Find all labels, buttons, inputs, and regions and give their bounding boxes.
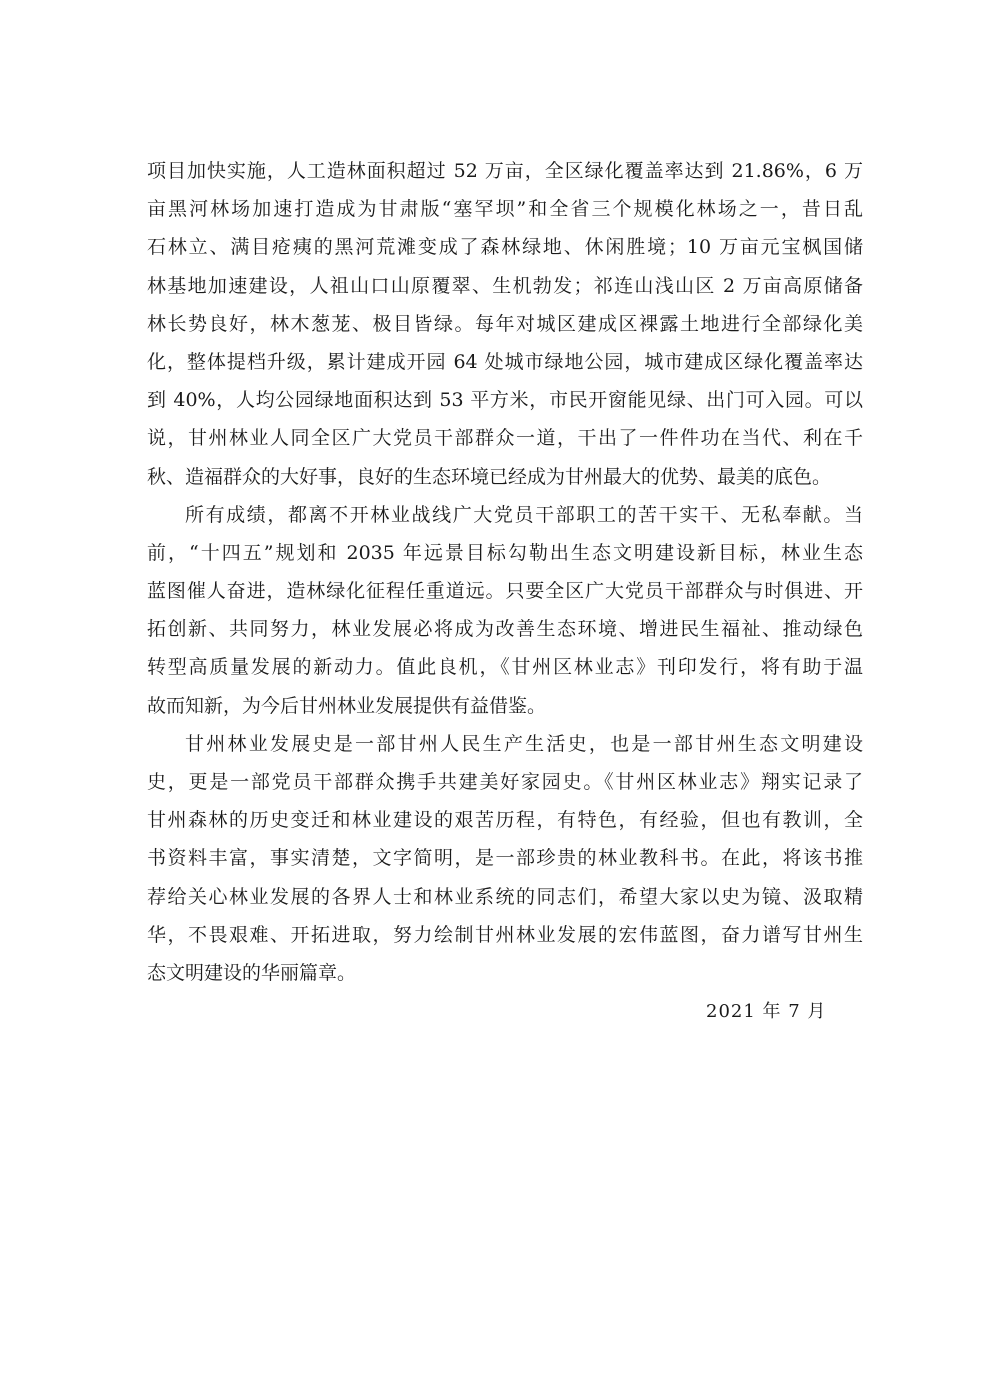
paragraph-2-line: 所有成绩，都离不开林业战线广大党员干部职工的苦干实干、无私奉献。当 <box>185 503 863 526</box>
body-text <box>147 152 863 992</box>
paragraph-3-line: 荐给关心林业发展的各界人士和林业系统的同志们，希望大家以史为镜、汲取精 <box>147 885 863 908</box>
paragraph-1-line: 林长势良好，林木葱茏、极目皆绿。每年对城区建成区裸露土地进行全部绿化美 <box>147 312 863 335</box>
paragraph-1-line: 到 40%，人均公园绿地面积达到 53 平方米，市民开窗能见绿、出门可入园。可以 <box>147 389 863 412</box>
paragraph-3-line: 甘州林业发展史是一部甘州人民生产生活史，也是一部甘州生态文明建设 <box>185 732 863 755</box>
paragraph-2-line: 蓝图催人奋进，造林绿化征程任重道远。只要全区广大党员干部群众与时俱进、开 <box>147 580 863 603</box>
paragraph-3-line: 态文明建设的华丽篇章。 <box>147 961 357 984</box>
paragraph-3-line: 华，不畏艰难、开拓进取，努力绘制甘州林业发展的宏伟蓝图，奋力谱写甘州生 <box>147 923 863 946</box>
paragraph-1-line: 项目加快实施，人工造林面积超过 52 万亩，全区绿化覆盖率达到 21.86%，6 万 <box>147 160 863 182</box>
paragraph-2-line: 拓创新、共同努力，林业发展必将成为改善生态环境、增进民生福祉、推动绿色 <box>147 618 863 641</box>
paragraph-1-line: 化，整体提档升级，累计建成开园 64 处城市绿地公园，城市建成区绿化覆盖率达 <box>147 350 863 373</box>
signature-date: 2021 年 7 月 <box>706 1001 827 1022</box>
paragraph-2-line: 前，“十四五”规划和 2035 年远景目标勾勒出生态文明建设新目标，林业生态 <box>147 541 863 564</box>
paragraph-3-line: 书资料丰富，事实清楚，文字简明，是一部珍贵的林业教科书。在此，将该书推 <box>147 847 863 870</box>
paragraph-2-line: 故而知新，为今后甘州林业发展提供有益借鉴。 <box>147 694 547 717</box>
paragraph-1-line: 石林立、满目疮痍的黑河荒滩变成了森林绿地、休闲胜境；10 万亩元宝枫国储 <box>147 236 863 259</box>
paragraph-3-line: 甘州森林的历史变迁和林业建设的艰苦历程，有特色，有经验，但也有教训，全 <box>147 809 863 832</box>
paragraph-1-line: 林基地加速建设，人祖山口山原覆翠、生机勃发；祁连山浅山区 2 万亩高原储备 <box>147 274 863 297</box>
paragraph-3-line: 史，更是一部党员干部群众携手共建美好家园史。《甘州区林业志》翔实记录了 <box>147 771 863 793</box>
paragraph-1-line: 秋、造福群众的大好事，良好的生态环境已经成为甘州最大的优势、最美的底色。 <box>147 465 832 488</box>
paragraph-1-line: 说，甘州林业人同全区广大党员干部群众一道，干出了一件件功在当代、利在千 <box>147 427 863 450</box>
paragraph-2-line: 转型高质量发展的新动力。值此良机，《甘州区林业志》刊印发行，将有助于温 <box>147 656 863 679</box>
paragraph-1-line: 亩黑河林场加速打造成为甘肃版“塞罕坝”和全省三个规模化林场之一，昔日乱 <box>147 198 863 221</box>
